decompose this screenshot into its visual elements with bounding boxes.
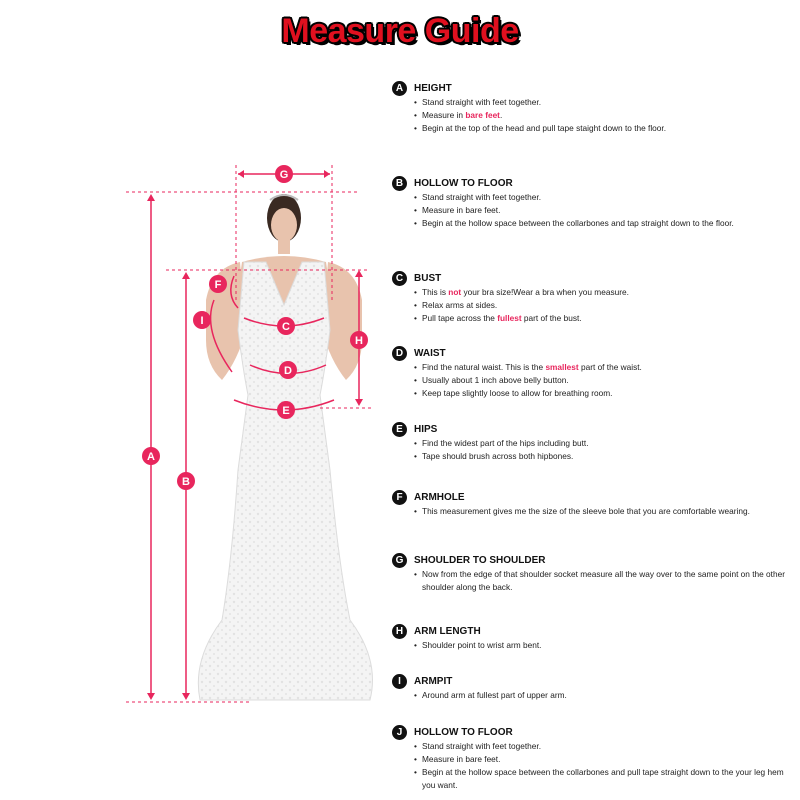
section-header — [392, 80, 792, 96]
bullet-list — [392, 505, 792, 518]
bullet-list — [392, 191, 792, 230]
section-g — [392, 552, 792, 594]
section-i — [392, 673, 792, 702]
bullet-item — [414, 109, 792, 122]
bullet-item — [414, 753, 792, 766]
bullet-item — [414, 204, 792, 217]
bullet-text: Measure in bare feet. — [422, 754, 501, 764]
svg-text:I: I — [200, 315, 204, 327]
letter-badge: D — [392, 346, 407, 361]
bullet-item — [414, 361, 792, 374]
highlight-text: smallest — [545, 362, 579, 372]
bullet-text: Stand straight with feet together. — [422, 97, 541, 107]
bullet-list — [392, 639, 792, 652]
bullet-item — [414, 689, 792, 702]
section-title: BUST — [414, 272, 442, 284]
bullet-text: Measure in — [422, 110, 466, 120]
highlight-text: bare feet — [465, 110, 500, 120]
section-f — [392, 489, 792, 518]
section-title: ARMHOLE — [414, 491, 465, 503]
bullet-item — [414, 766, 792, 792]
section-header — [392, 673, 792, 689]
bullet-item — [414, 286, 792, 299]
bullet-list — [392, 689, 792, 702]
letter-badge: E — [392, 422, 407, 437]
bullet-text: Begin at the top of the head and pull tape staight down to the floor. — [422, 123, 667, 133]
bullet-text: Pull tape across the — [422, 313, 498, 323]
bullet-item — [414, 299, 792, 312]
bullet-text: . — [499, 110, 503, 120]
bullet-item — [414, 387, 792, 400]
section-header — [392, 623, 792, 639]
bullet-item — [414, 217, 792, 230]
bullet-text: Measure in bare feet. — [422, 205, 501, 215]
section-title: ARM LENGTH — [414, 625, 481, 637]
bullet-text: Now from the edge of that shoulder socket measure all the way over to the same point on the other shoulder along the back. — [422, 569, 785, 592]
svg-text:F: F — [214, 279, 222, 291]
section-title: ARMPIT — [414, 675, 453, 687]
letter-badge: A — [392, 81, 407, 96]
bullet-item — [414, 639, 792, 652]
bullet-text: part of the waist. — [578, 362, 642, 372]
letter-badge: J — [392, 725, 407, 740]
bullet-item — [414, 374, 792, 387]
section-header — [392, 724, 792, 740]
svg-text:D: D — [284, 365, 292, 377]
bullet-list — [392, 286, 792, 325]
bullet-text: Tape should brush across both hipbones. — [422, 451, 574, 461]
highlight-text: not — [448, 287, 462, 297]
section-d — [392, 345, 792, 400]
section-header — [392, 175, 792, 191]
bullet-text: part of the bust. — [521, 313, 582, 323]
bullet-list — [392, 361, 792, 400]
letter-badge: C — [392, 271, 407, 286]
section-header — [392, 270, 792, 286]
letter-badge: B — [392, 176, 407, 191]
bullet-item — [414, 740, 792, 753]
section-header — [392, 421, 792, 437]
section-title: WAIST — [414, 347, 446, 359]
bullet-text: Shoulder point to wrist arm bent. — [422, 640, 542, 650]
bullet-text: Stand straight with feet together. — [422, 192, 541, 202]
section-header — [392, 552, 792, 568]
svg-text:C: C — [282, 321, 290, 333]
bullet-text: Usually about 1 inch above belly button. — [422, 375, 569, 385]
bullet-item — [414, 191, 792, 204]
bullet-text: Begin at the hollow space between the collarbones and tap straight down to the floor. — [422, 218, 734, 228]
svg-text:H: H — [355, 335, 363, 347]
svg-text:G: G — [279, 169, 289, 181]
svg-text:B: B — [182, 476, 190, 488]
section-title: HOLLOW TO FLOOR — [414, 726, 513, 738]
bullet-item — [414, 122, 792, 135]
bullet-text: Begin at the hollow space between the collarbones and pull tape straight down to the your leg hem you want. — [422, 767, 784, 790]
bullet-item — [414, 450, 792, 463]
section-c — [392, 270, 792, 325]
bullet-item — [414, 568, 792, 594]
bullet-list — [392, 568, 792, 594]
bullet-text: Find the natural waist. This is the — [422, 362, 546, 372]
bullet-text: This measurement gives me the size of the sleeve bole that you are comfortable wearing. — [422, 506, 750, 516]
dress-figure-illustration — [0, 150, 390, 800]
page-title: Measure Guide — [281, 12, 519, 50]
section-b — [392, 175, 792, 230]
section-header — [392, 345, 792, 361]
bullet-text: Stand straight with feet together. — [422, 741, 541, 751]
bullet-list — [392, 740, 792, 792]
bullet-text: your bra size!Wear a bra when you measure. — [461, 287, 629, 297]
section-j — [392, 724, 792, 792]
letter-badge: H — [392, 624, 407, 639]
bullet-text: Keep tape slightly loose to allow for breathing room. — [422, 388, 613, 398]
bullet-text: Relax arms at sides. — [422, 300, 498, 310]
marker-b-hollow — [177, 272, 195, 700]
marker-a-height — [142, 194, 160, 700]
bullet-text: This is — [422, 287, 449, 297]
section-a — [392, 80, 792, 135]
letter-badge: F — [392, 490, 407, 505]
bullet-item — [414, 96, 792, 109]
letter-badge: G — [392, 553, 407, 568]
bullet-text: Around arm at fullest part of upper arm. — [422, 690, 567, 700]
bullet-item — [414, 505, 792, 518]
section-title: HEIGHT — [414, 82, 452, 94]
section-title: HOLLOW TO FLOOR — [414, 177, 513, 189]
section-title: SHOULDER TO SHOULDER — [414, 554, 546, 566]
highlight-text: fullest — [497, 313, 522, 323]
section-e — [392, 421, 792, 463]
letter-badge: I — [392, 674, 407, 689]
svg-text:A: A — [147, 451, 155, 463]
bullet-item — [414, 312, 792, 325]
bullet-list — [392, 437, 792, 463]
section-title: HIPS — [414, 423, 438, 435]
section-header — [392, 489, 792, 505]
section-h — [392, 623, 792, 652]
bullet-item — [414, 437, 792, 450]
bullet-list — [392, 96, 792, 135]
svg-text:E: E — [282, 405, 290, 417]
bullet-text: Find the widest part of the hips including butt. — [422, 438, 589, 448]
